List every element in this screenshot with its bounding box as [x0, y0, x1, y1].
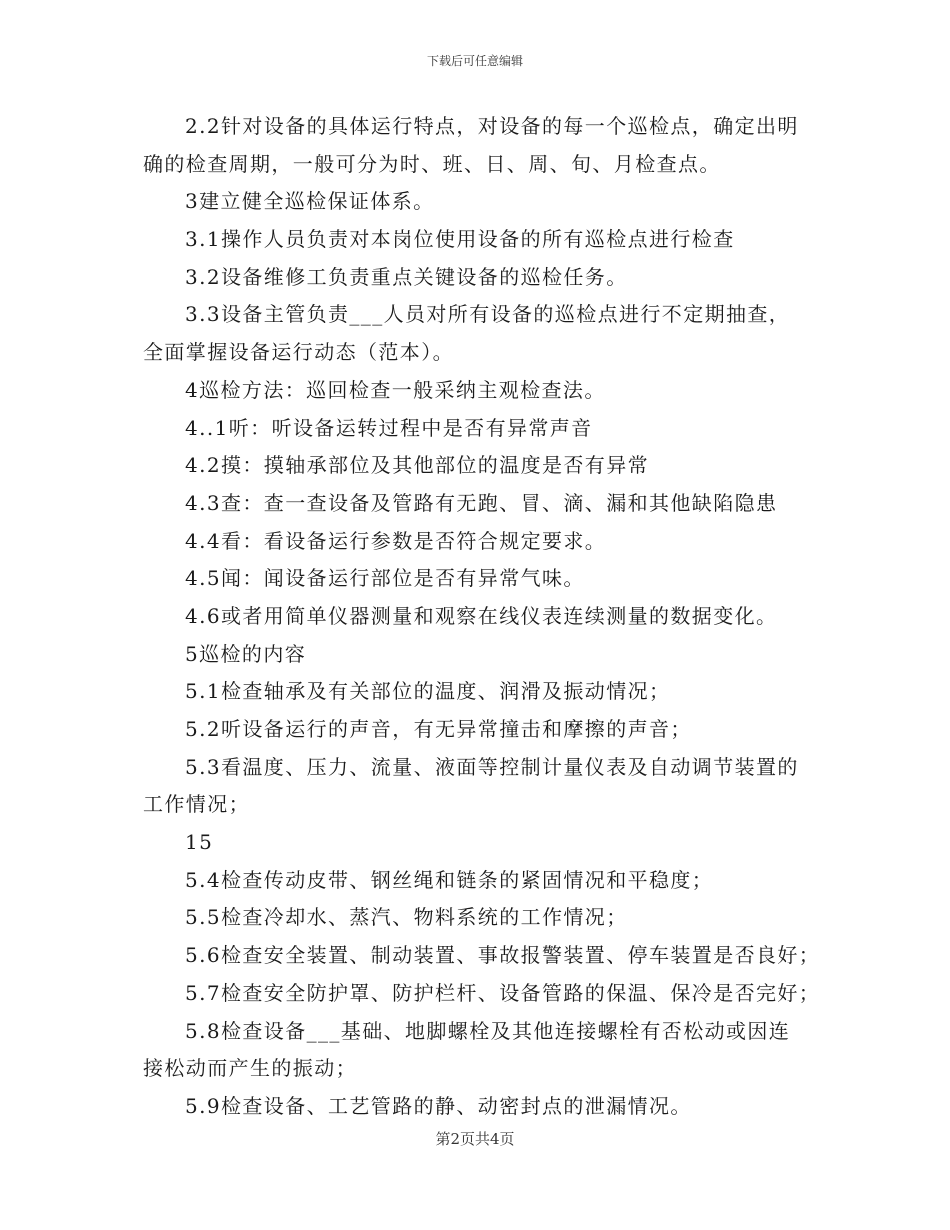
text-line: 4巡检方法：巡回检查一般采纳主观检查法。: [185, 377, 606, 402]
text-line: 5.5检查冷却水、蒸汽、物料系统的工作情况；: [185, 905, 628, 930]
text-line: 4.2摸：摸轴承部位及其他部位的温度是否有异常: [185, 453, 650, 478]
text-line: 3.1操作人员负责对本岗位使用设备的所有巡检点进行检查: [185, 227, 735, 252]
text-line: 3建立健全巡检保证体系。: [185, 189, 435, 214]
text-line: 5.4检查传动皮带、钢丝绳和链条的紧固情况和平稳度；: [185, 867, 714, 892]
text-line: 15: [185, 830, 214, 855]
text-line: 5.6检查安全装置、制动装置、事故报警装置、停车装置是否良好；: [185, 943, 821, 968]
text-line: 工作情况；: [143, 792, 250, 817]
text-line: 2.2针对设备的具体运行特点，对设备的每一个巡检点，确定出明: [185, 114, 799, 138]
text-line: 4.5闻：闻设备运行部位是否有异常气味。: [185, 566, 585, 591]
text-line: 4.6或者用简单仪器测量和观察在线仪表连续测量的数据变化。: [185, 603, 778, 628]
text-line: 5.8检查设备___基础、地脚螺栓及其他连接螺栓有否松动或因连: [185, 1018, 791, 1043]
text-line: 5.9检查设备、工艺管路的静、动密封点的泄漏情况。: [185, 1093, 692, 1118]
text-line: 5.1检查轴承及有关部位的温度、润滑及振动情况；: [185, 679, 671, 704]
page-footer: 第2页共4页: [435, 1130, 515, 1148]
text-line: 接松动而产生的振动；: [143, 1056, 357, 1081]
document-body: [143, 108, 828, 1126]
text-line: 5.7检查安全防护罩、防护栏杆、设备管路的保温、保冷是否完好；: [185, 980, 821, 1005]
text-line: 4.4看：看设备运行参数是否符合规定要求。: [185, 528, 607, 553]
text-line: 确的检查周期，一般可分为时、班、日、周、旬、月检查点。: [143, 151, 721, 176]
text-line: 5.3看温度、压力、流量、液面等控制计量仪表及自动调节装置的: [185, 754, 799, 779]
page-header: 下载后可任意编辑: [426, 54, 523, 68]
text-line: 5巡检的内容: [185, 641, 307, 666]
text-line: 3.3设备主管负责___人员对所有设备的巡检点进行不定期抽查，: [185, 302, 791, 327]
text-line: 全面掌握设备运行动态（范本）。: [143, 340, 454, 365]
text-line: 5.2听设备运行的声音，有无异常撞击和摩擦的声音；: [185, 717, 692, 741]
text-line: 4.3查：查一查设备及管路有无跑、冒、滴、漏和其他缺陷隐患: [185, 490, 778, 515]
text-line: 3.2设备维修工负责重点关键设备的巡检任务。: [185, 264, 628, 289]
text-line: 4..1听：听设备运转过程中是否有异常声音: [185, 415, 593, 440]
